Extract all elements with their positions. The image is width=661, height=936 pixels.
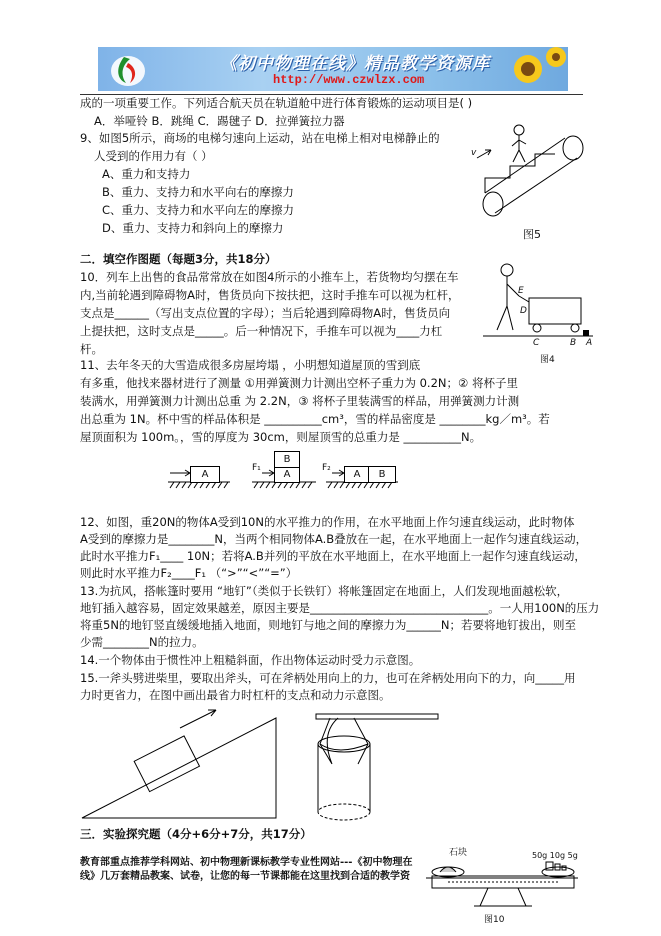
site-logo-icon [106, 49, 150, 89]
q13-line-1: 13.为抗风，搭帐篷时要用 “地钉”（类似于长铁钉）将帐篷固定在地面上，人们发现地面越松软， [80, 584, 569, 598]
q9-stem-2: 人受到的作用力有（ ） [94, 149, 213, 163]
banner-title: 《初中物理在线》精品教学资源库 [220, 54, 490, 74]
block-a-side: A [344, 466, 370, 483]
q13-line-2: 地钉插入越容易，固定效果越差，原因主要是_______________________________。一人用100N的压力 [80, 601, 600, 615]
figure-10-weights-label: 50g 10g 5g [532, 851, 578, 860]
figure-4-letter-d: D [520, 306, 527, 316]
q10-line-5: 杆。 [80, 342, 103, 356]
section-3-title: 三．实验探究题（4分+6分+7分，共17分） [80, 827, 312, 841]
q11-line-5: 屋顶面积为 100m。，雪的厚度为 30cm，则屋顶雪的总重力是 __________N。 [80, 430, 482, 444]
sunflower-decoration-icon [498, 47, 568, 91]
footer-line-1: 教育部重点推荐学科网站、初中物理新课标教学专业性网站---《初中物理在 [80, 857, 413, 868]
block-b-side: B [368, 466, 396, 483]
banner-url[interactable]: http://www.czwlzx.com [273, 73, 425, 87]
q12-line-2: A受到的摩擦力是________N，当两个相同物体A.B叠放在一起，在水平地面上一起作匀速直线运动， [80, 532, 588, 546]
q12-line-1: 12、如图，重20N的物体A受到10N的水平推力的作用，在水平地面上作匀速直线运动，此时物体 [80, 515, 575, 529]
figure-10-stone-label: 石块 [449, 848, 468, 858]
force-f1-label: F₁ [252, 463, 261, 473]
block-b-stacked: B [274, 451, 300, 468]
footer-line-2: 线》几万套精品教案、试卷，让您的每一节课都能在这里找到合适的教学资 [80, 871, 410, 882]
q9-option-b: B、重力、支持力和水平向右的摩擦力 [102, 185, 294, 199]
figure-4-letter-b: B [570, 338, 577, 348]
q15-line-1: 15.一斧头劈进柴里，要取出斧头，可在斧柄处用向上的力，也可在斧柄处用向下的力，向_____用 [80, 671, 576, 685]
q14-line-1: 14.一个物体由于惯性冲上粗糙斜面，作出物体运动时受力示意图。 [80, 653, 421, 667]
q11-line-4: 出总重为 1N。杯中雪的样品体积是 __________cm³，雪的样品密度是 ________kg／m³。若 [80, 412, 550, 426]
figure-5-escalator [455, 118, 585, 228]
q8-options: A．举哑铃 B．跳绳 C．踢毽子 D．拉弹簧拉力器 [94, 114, 345, 128]
incline-figure [80, 700, 280, 822]
q9-option-d: D、重力、支持力和斜向上的摩擦力 [102, 221, 284, 235]
figure-5-caption: 图5 [523, 228, 541, 241]
q10-line-4: 上提扶把，这时支点是_____。后一种情况下，手推车可以视为____力杠 [80, 324, 443, 338]
figure-5-velocity-label: v [471, 148, 477, 158]
figure-4-letter-e: E [518, 286, 524, 296]
header-banner [98, 47, 568, 91]
q11-line-1: 11、去年冬天的大雪造成很多房屋垮塌 ，小明想知道屋顶的雪到底 [80, 358, 421, 372]
q11-line-3: 装满水，用弹簧测力计测出总重 为 2.2N，③ 将杯子里装满雪的样品，用弹簧测力计测 [80, 394, 520, 408]
q10-line-3: 支点是______（写出支点位置的字母）；当后轮遇到障碍物A时，售货员向 [80, 306, 451, 320]
figure-4-letter-a: A [586, 338, 593, 348]
section-2-title: 二．填空作图题（每题3分，共18分） [80, 252, 277, 266]
q13-line-4: 少需________N的拉力。 [80, 635, 204, 649]
q10-line-2: 内,当前轮遇到障碍物A时，售货员向下按扶把，这时手推车可以视为杠杆， [80, 288, 460, 302]
block-a-single: A [190, 466, 220, 483]
q9-stem-1: 9、如图5所示，商场的电梯匀速向上运动，站在电梯上相对电梯静止的 [80, 131, 440, 145]
figure-4-caption: 图4 [540, 355, 555, 365]
q9-option-a: A、重力和支持力 [102, 167, 191, 181]
q13-line-3: 将重5N的地钉竖直缓缓地插入地面，则地钉与地之间的摩擦力为______N；若要将地钉拔出，则至 [80, 618, 577, 632]
axe-in-log-figure [290, 704, 450, 824]
figure-10-caption: 图10 [484, 915, 505, 925]
q8-stem: 成的一项重要工作。下列适合航天员在轨道舱中进行体育锻炼的运动项目是( ) [80, 96, 473, 110]
q11-line-2: 有多重，他找来器材进行了测量 ①用弹簧测力计测出空杯子重力为 0.2N；② 将杯子里 [80, 376, 518, 390]
q12-line-3: 此时水平推力F₁____ 10N；若将A.B并列的平放在水平地面上，在水平地面上一起作匀速直线运动， [80, 549, 586, 563]
q10-line-1: 10．列车上出售的食品常常放在如图4所示的小推车上，若货物均匀摆在车 [80, 270, 459, 284]
q12-line-4: 则此时水平推力F₂____F₁ （“>”“<”“=”） [80, 566, 298, 580]
q15-line-2: 力时更省力，在图中画出最省力时杠杆的支点和动力示意图。 [80, 688, 391, 702]
force-f2-label: F₂ [322, 463, 331, 473]
block-a-stacked: A [274, 466, 300, 483]
q9-option-c: C、重力、支持力和水平向左的摩擦力 [102, 203, 295, 217]
figure-4-letter-c: C [533, 338, 540, 348]
